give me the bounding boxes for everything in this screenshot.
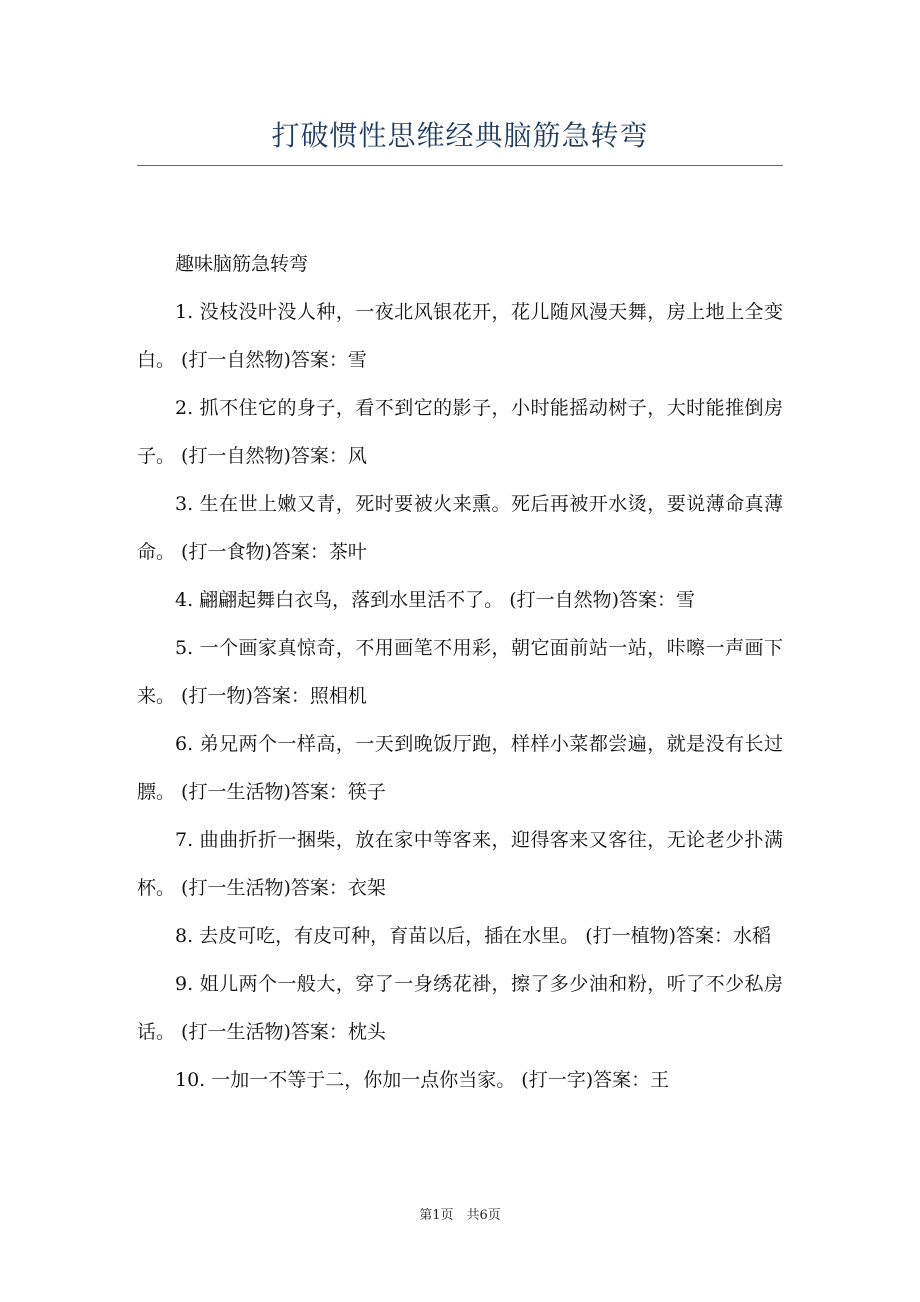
riddle-paragraph-7: 7. 曲曲折折一捆柴，放在家中等客来，迎得客来又客往，无论老少扑满杯。 (打一生活物)答案：衣架 xyxy=(137,829,783,899)
document-body xyxy=(137,240,783,1104)
riddle-paragraph-6: 6. 弟兄两个一样高，一天到晚饭厅跑，样样小菜都尝遍，就是没有长过膘。 (打一生活物)答案：筷子 xyxy=(137,733,783,803)
riddle-paragraph-3: 3. 生在世上嫩又青，死时要被火来熏。死后再被开水烫，要说薄命真薄命。 (打一食物)答案：茶叶 xyxy=(137,493,783,563)
document-title: 打破惯性思维经典脑筋急转弯 xyxy=(271,119,649,152)
title-divider xyxy=(137,165,783,166)
riddle-paragraph-2: 2. 抓不住它的身子，看不到它的影子，小时能摇动树子，大时能推倒房子。 (打一自然物)答案：风 xyxy=(137,397,783,467)
riddle-paragraph-5: 5. 一个画家真惊奇，不用画笔不用彩，朝它面前站一站，咔嚓一声画下来。 (打一物)答案：照相机 xyxy=(137,637,783,707)
riddle-paragraph-10: 10. 一加一不等于二，你加一点你当家。 (打一字)答案：王 xyxy=(175,1069,670,1091)
page-footer: 第1页 共6页 xyxy=(419,1208,501,1223)
riddle-paragraph-8: 8. 去皮可吃，有皮可种，育苗以后，插在水里。 (打一植物)答案：水稻 xyxy=(175,925,772,947)
riddle-paragraph-9: 9. 姐儿两个一般大，穿了一身绣花褂，擦了多少油和粉，听了不少私房话。 (打一生活物)答案：枕头 xyxy=(137,973,783,1043)
riddle-paragraph-1: 1. 没枝没叶没人种，一夜北风银花开，花儿随风漫天舞，房上地上全变白。 (打一自然物)答案：雪 xyxy=(137,301,783,371)
riddle-paragraph-4: 4. 翩翩起舞白衣鸟，落到水里活不了。 (打一自然物)答案：雪 xyxy=(175,589,696,611)
section-heading: 趣味脑筋急转弯 xyxy=(175,253,309,275)
